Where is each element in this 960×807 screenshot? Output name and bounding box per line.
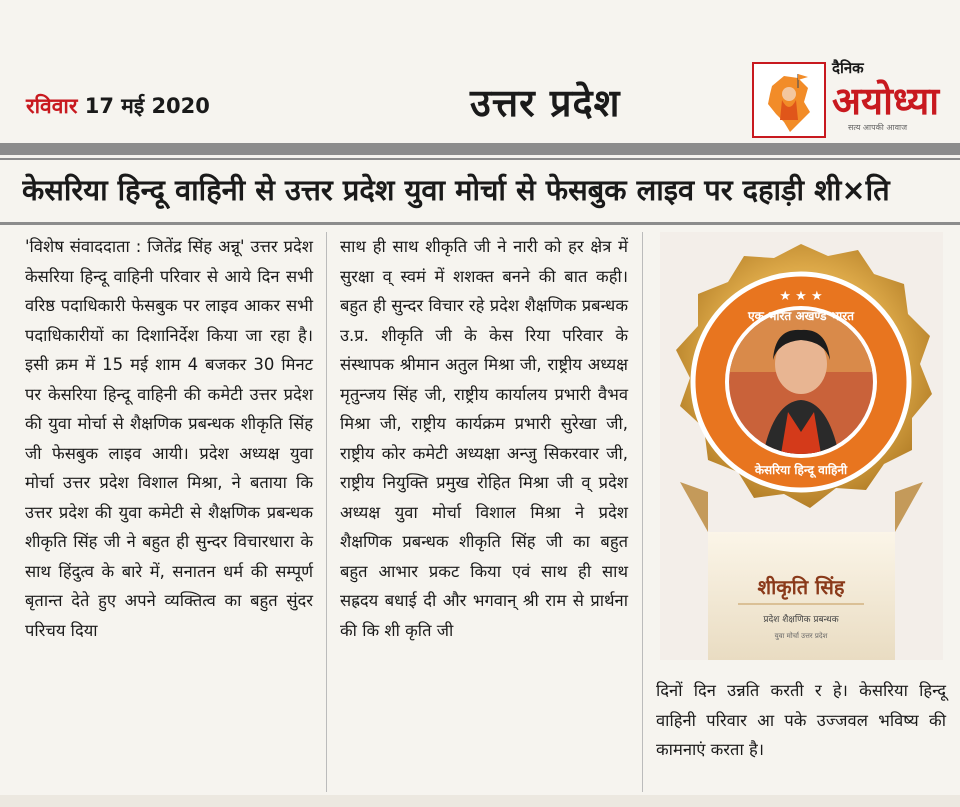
honor-badge-graphic	[660, 232, 943, 660]
headline-rule	[0, 222, 960, 225]
article-column-3: दिनों दिन उन्नति करती र हे। केसरिया हिन्दू वाहिनी परिवार आ पके उज्जवल भविष्य की कामनाएं करता है।	[656, 681, 946, 759]
issue-date-text: 17 मई 2020	[84, 94, 210, 118]
bottom-margin	[0, 795, 960, 807]
issue-date	[26, 92, 210, 120]
person-designation: प्रदेश शैक्षणिक प्रबन्धक	[763, 615, 839, 625]
badge-ring-top: एक भारत अखण्ड भारत	[747, 309, 855, 323]
paper-prefix: दैनिक	[832, 59, 864, 77]
star-icon: ★ ★ ★	[779, 289, 823, 304]
badge-ring-bottom: केसरिया हिन्दू वाहिनी	[754, 463, 848, 477]
section-title: उत्तर प्रदेश	[470, 81, 621, 125]
masthead-rule-thin	[0, 158, 960, 160]
masthead-rule	[0, 143, 960, 155]
newspaper-logo	[752, 62, 826, 138]
bharat-mata-logo-icon	[754, 64, 824, 136]
article-column-1: 'विशेष संवाददाता : जितेंद्र सिंह अन्नू' उत्तर प्रदेश केसरिया हिन्दू वाहिनी परिवार से आये दिन सभी वरिष्ठ पदाधिकारी फेसबुक पर लाइव आकर सभी पदाधिकारीयों का दिशानिर्देश किया जा रहा है। इसी क्रम में 15 मई शाम 4 बजकर 30 मिनट पर केसरिया हिन्दू वाहिनी की कमेटी उत्तर प्रदेश की युवा मोर्चा से शैक्षणिक प्रबन्धक शीकृति सिंह जी फेसबुक लाइव आयी। प्रदेश अध्यक्ष युवा मोर्चा उत्तर प्रदेश विशाल मिश्रा, ने बताया कि उत्तर प्रदेश की युवा कमेटी से शैक्षणिक प्रबन्धक शीकृति सिंह जी ने बहुत ही सुन्दर विचारधारा के साथ हिंदुत्व के बारे में, सनातन धर्म की सम्पूर्ण बृतान्त देते हुए अपने व्यक्तित्व का बहुत सुंदर परिचय दिया	[25, 237, 313, 640]
column-divider	[326, 232, 327, 792]
paper-tagline: सत्य आपकी आवाज	[848, 123, 908, 132]
issue-day: रविवार	[26, 94, 78, 118]
paper-title: अयोध्या	[832, 79, 940, 123]
person-subline: युवा मोर्चा उत्तर प्रदेश	[774, 632, 828, 640]
newspaper-name	[828, 58, 960, 138]
person-name: शीकृति सिंह	[757, 575, 845, 599]
article-headline: केसरिया हिन्दू वाहिनी से उत्तर प्रदेश युवा मोर्चा से फेसबुक लाइव पर दहाड़ी शी×ति	[22, 173, 890, 207]
masthead	[0, 0, 960, 140]
column-divider	[642, 232, 643, 792]
article-column-2: साथ ही साथ शीकृति जी ने नारी को हर क्षेत्र में सुरक्षा व् स्वमं में शशक्त बनने की बात कही। बहुत ही सुन्दर विचार रहे प्रदेश शैक्षणिक प्रबन्धक उ.प्र. शीकृति जी के केस रिया परिवार के संस्थापक श्रीमान अतुल मिश्रा जी, राष्ट्रीय अध्यक्ष मृतुन्जय सिंह जी, राष्ट्रीय कार्यालय प्रभारी वैभव मिश्रा जी, राष्ट्रीय कार्यक्रम प्रभारी सुरेखा जी, राष्ट्रीय कोर कमेटी अध्यक्षा अन्जु सिकरवार जी, राष्ट्रीय नियुक्ति प्रमुख रोहित मिश्रा जी व् प्रदेश अध्यक्ष युवा मोर्चा विशाल मिश्रा ने प्रदेश शैक्षणिक प्रबन्धक शीकृति सिंह जी का बहुत बहुत आभार प्रकट किया एवं साथ ही साथ सह्रदय बधाई दी और भगवान् श्री राम से प्रार्थना की कि शी कृति जी	[340, 237, 628, 640]
article-photo	[660, 232, 943, 660]
